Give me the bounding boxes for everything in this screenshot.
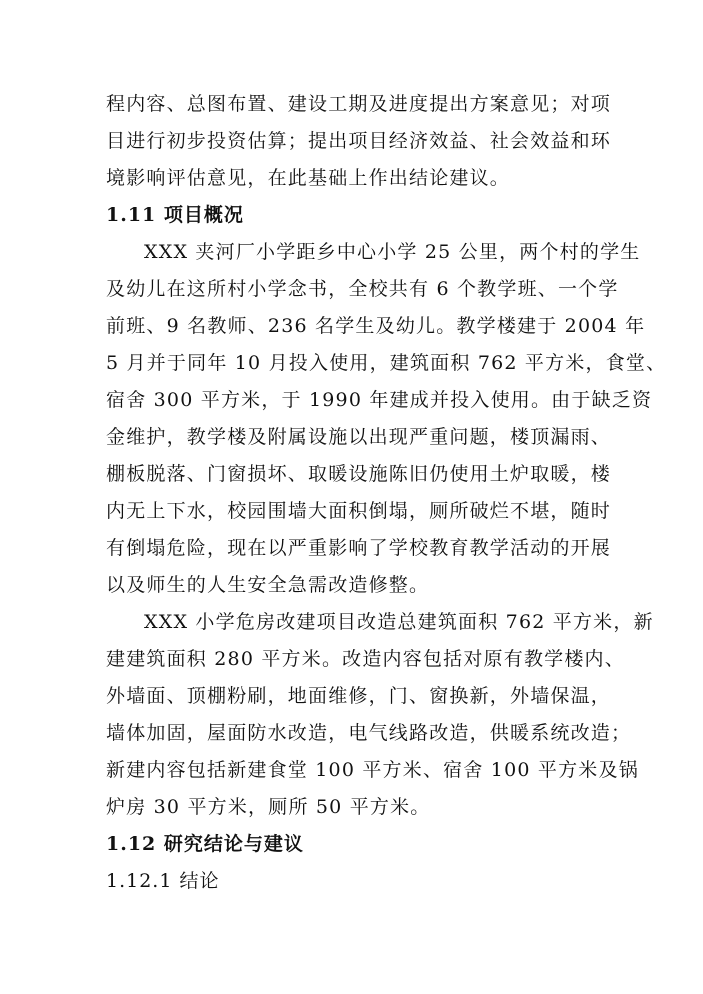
paragraph-line: 外墙面、顶棚粉刷，地面维修，门、窗换新，外墙保温， [106,685,612,707]
paragraph-line: 建建筑面积 280 平方米。改造内容包括对原有教学楼内、 [106,648,625,670]
paragraph-line: 境影响评估意见，在此基础上作出结论建议。 [106,167,511,189]
section-heading: 1.12 研究结论与建议 [106,833,304,855]
paragraph-line: 宿舍 300 平方米，于 1990 年建成并投入使用。由于缺乏资 [106,389,653,411]
paragraph-line: 金维护，教学楼及附属设施以出现严重问题，楼顶漏雨、 [106,426,612,448]
paragraph-line: 程内容、总图布置、建设工期及进度提出方案意见；对项 [106,93,612,115]
paragraph-line: 5 月并于同年 10 月投入使用，建筑面积 762 平方米，食堂、 [106,352,667,374]
paragraph-line: XXX 夹河厂小学距乡中心小学 25 公里，两个村的学生 [144,241,641,263]
paragraph-line: XXX 小学危房改建项目改造总建筑面积 762 平方米，新 [144,611,654,633]
paragraph-line: 及幼儿在这所村小学念书，全校共有 6 个教学班、一个学 [106,278,619,300]
subsection-heading: 1.12.1 结论 [106,870,220,892]
paragraph-line: 有倒塌危险，现在以严重影响了学校教育教学活动的开展 [106,537,612,559]
section-heading: 1.11 项目概况 [106,204,244,226]
paragraph-line: 内无上下水，校园围墙大面积倒塌，厕所破烂不堪，随时 [106,500,612,522]
paragraph-line: 以及师生的人生安全急需改造修整。 [106,574,430,596]
paragraph-line: 前班、9 名教师、236 名学生及幼儿。教学楼建于 2004 年 [106,315,646,337]
paragraph-line: 炉房 30 平方米，厕所 50 平方米。 [106,796,431,818]
paragraph-line: 目进行初步投资估算；提出项目经济效益、社会效益和环 [106,130,612,152]
paragraph-line: 墙体加固，屋面防水改造，电气线路改造，供暖系统改造； [106,722,632,744]
paragraph-line: 新建内容包括新建食堂 100 平方米、宿舍 100 平方米及锅 [106,759,639,781]
paragraph-line: 棚板脱落、门窗损坏、取暖设施陈旧仍使用土炉取暖，楼 [106,463,612,485]
